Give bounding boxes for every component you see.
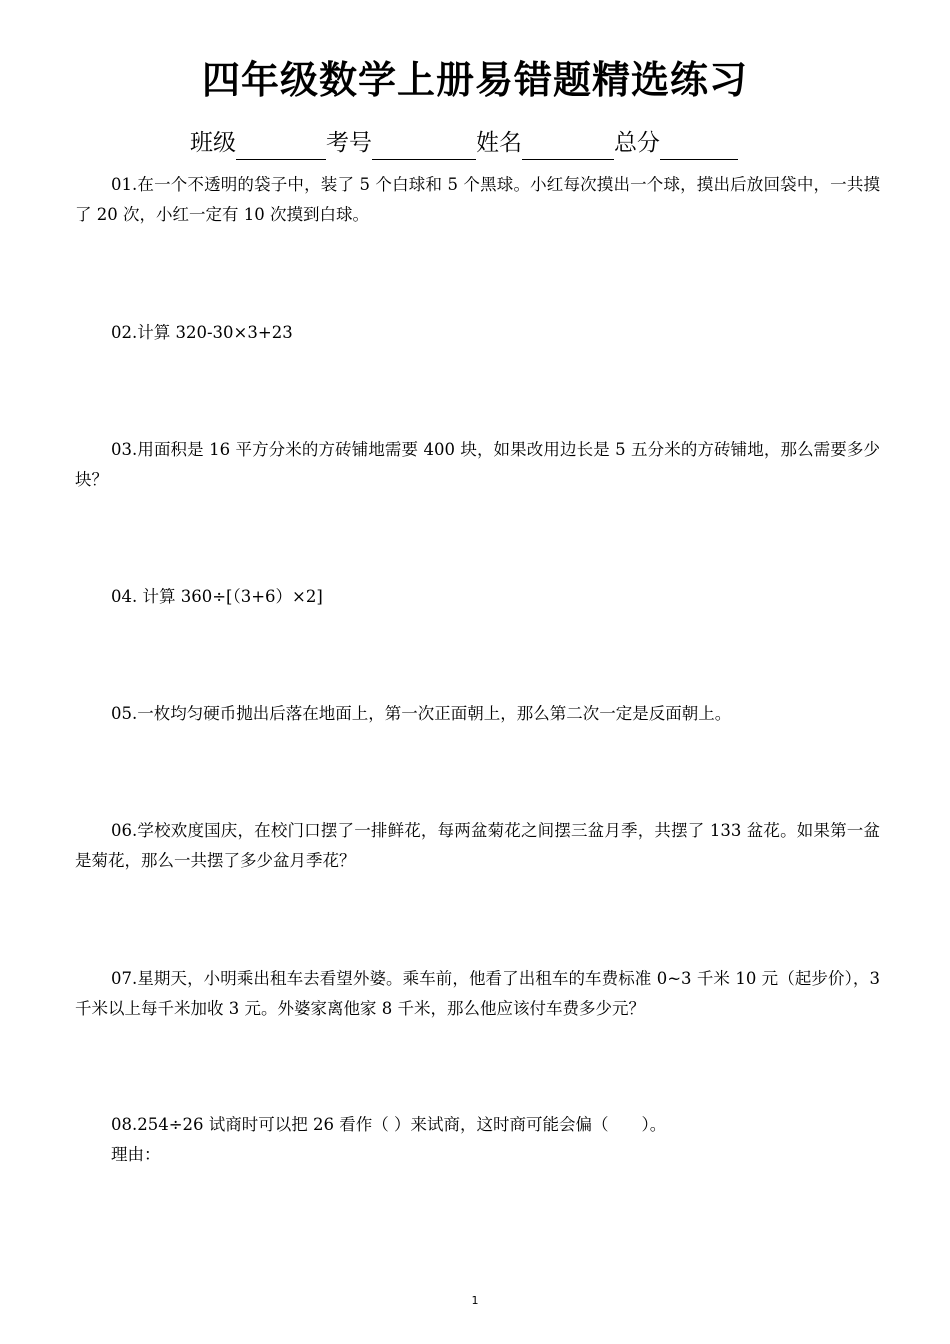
- question-06: 06.学校欢度国庆，在校门口摆了一排鲜花，每两盆菊花之间摆三盆月季，共摆了 133 盆花。如果第一盆是菊花，那么一共摆了多少盆月季花？: [75, 821, 880, 870]
- class-blank[interactable]: [236, 129, 326, 160]
- question-02: 02.计算 320-30×3+23: [111, 323, 293, 342]
- page-number: 1: [471, 1294, 479, 1307]
- question-01: 01.在一个不透明的袋子中，装了 5 个白球和 5 个黑球。小红每次摸出一个球，摸出后放回袋中，一共摸了 20 次，小红一定有 10 次摸到白球。: [75, 175, 880, 224]
- page-title: 四年级数学上册易错题精选练习: [201, 58, 748, 102]
- question-05: 05.一枚均匀硬币抛出后落在地面上，第一次正面朝上，那么第二次一定是反面朝上。: [111, 704, 732, 723]
- total-score-label: 总分: [614, 130, 660, 156]
- name-blank[interactable]: [522, 129, 614, 160]
- question-08-reason-label: 理由：: [111, 1145, 161, 1164]
- total-score-blank[interactable]: [660, 129, 738, 160]
- exam-number-blank[interactable]: [372, 129, 476, 160]
- question-04: 04. 计算 360÷[（3+6）×2]: [111, 587, 323, 606]
- question-03: 03.用面积是 16 平方分米的方砖铺地需要 400 块，如果改用边长是 5 五分米的方砖铺地，那么需要多少块？: [75, 440, 880, 489]
- question-08: 08.254÷26 试商时可以把 26 看作（ ）来试商，这时商可能会偏（ ）。: [111, 1115, 667, 1134]
- name-label: 姓名: [476, 130, 522, 156]
- exam-number-label: 考号: [326, 130, 372, 156]
- info-row: [190, 124, 738, 158]
- class-label: 班级: [190, 130, 236, 156]
- question-07: 07.星期天，小明乘出租车去看望外婆。乘车前，他看了出租车的车费标准 0~3 千米 10 元（起步价），3 千米以上每千米加收 3 元。外婆家离他家 8 千米，那么他应该付车费多少元？: [75, 969, 880, 1018]
